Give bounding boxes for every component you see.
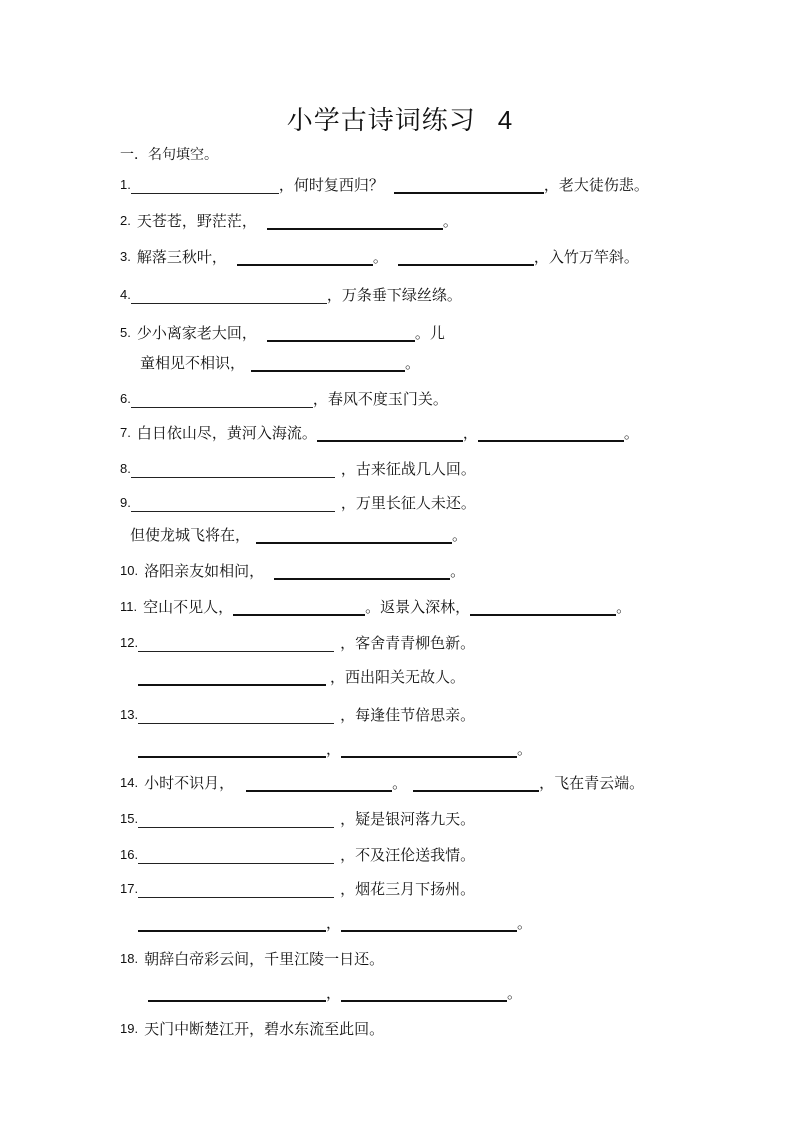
answer-blank[interactable] — [138, 881, 334, 898]
answer-blank[interactable] — [341, 914, 517, 932]
answer-blank[interactable] — [413, 774, 539, 792]
question-9-line-2: 但使龙城飞将在， 。 — [130, 526, 468, 544]
question-11: 11. 空山不见人， 。返景入深林， 。 — [120, 598, 632, 616]
question-9: 9. ，万里长征人未还。 — [120, 494, 476, 512]
answer-blank[interactable] — [394, 176, 544, 194]
question-7: 7. 白日依山尽，黄河入海流。 ， 。 — [120, 424, 639, 442]
question-14: 14. 小时不识月， 。 ，飞在青云端。 — [120, 774, 645, 792]
question-12: 12. ，客舍青青柳色新。 — [120, 634, 476, 652]
question-13: 13. ，每逢佳节倍思亲。 — [120, 706, 476, 724]
question-19: 19. 天门中断楚江开，碧水东流至此回。 — [120, 1020, 385, 1038]
answer-blank[interactable] — [148, 984, 326, 1002]
question-10: 10. 洛阳亲友如相问， 。 — [120, 562, 466, 580]
answer-blank[interactable] — [138, 707, 334, 724]
answer-blank[interactable] — [138, 740, 326, 758]
answer-blank[interactable] — [274, 562, 450, 580]
answer-blank[interactable] — [131, 461, 335, 478]
answer-blank[interactable] — [267, 212, 443, 230]
answer-blank[interactable] — [138, 811, 334, 828]
answer-blank[interactable] — [131, 287, 327, 304]
question-5: 5. 少小离家老大回， 。儿 — [120, 324, 445, 342]
answer-blank[interactable] — [246, 774, 392, 792]
answer-blank[interactable] — [398, 248, 534, 266]
answer-blank[interactable] — [251, 354, 405, 372]
question-15: 15. ，疑是银河落九天。 — [120, 810, 476, 828]
question-16: 16. ，不及汪伦送我情。 — [120, 846, 476, 864]
answer-blank[interactable] — [317, 424, 463, 442]
question-17: 17. ，烟花三月下扬州。 — [120, 880, 476, 898]
answer-blank[interactable] — [138, 635, 334, 652]
question-2: 2. 天苍苍，野茫茫， 。 — [120, 212, 458, 230]
answer-blank[interactable] — [237, 248, 373, 266]
question-6: 6. ，春风不度玉门关。 — [120, 390, 448, 408]
question-12-line-2: ，西出阳关无故人。 — [138, 662, 465, 686]
answer-blank[interactable] — [233, 598, 365, 616]
answer-blank[interactable] — [131, 177, 279, 194]
answer-blank[interactable] — [478, 424, 624, 442]
answer-blank[interactable] — [341, 740, 517, 758]
answer-blank[interactable] — [267, 324, 415, 342]
answer-blank[interactable] — [470, 598, 616, 616]
answer-blank[interactable] — [138, 914, 326, 932]
question-13-line-2: ， 。 — [138, 734, 532, 758]
question-17-line-2: ， 。 — [138, 908, 532, 932]
answer-blank[interactable] — [138, 847, 334, 864]
page-title: 小学古诗词练习 4 — [286, 105, 514, 136]
question-4: 4. ，万条垂下绿丝绦。 — [120, 286, 462, 304]
question-1: 1. ，何时复西归？ ，老大徒伤悲。 — [120, 176, 649, 194]
answer-blank[interactable] — [256, 526, 452, 544]
section-heading: 一．名句填空。 — [120, 147, 218, 163]
answer-blank[interactable] — [131, 391, 313, 408]
question-18: 18. 朝辞白帝彩云间，千里江陵一日还。 — [120, 950, 385, 968]
question-8: 8. ，古来征战几人回。 — [120, 460, 476, 478]
answer-blank[interactable] — [131, 495, 335, 512]
answer-blank[interactable] — [138, 668, 326, 686]
answer-blank[interactable] — [341, 984, 507, 1002]
question-18-line-2: ， 。 — [148, 978, 522, 1002]
question-3: 3. 解落三秋叶， 。 ，入竹万竿斜。 — [120, 248, 639, 266]
question-5-line-2: 童相见不相识， 。 — [140, 354, 421, 372]
